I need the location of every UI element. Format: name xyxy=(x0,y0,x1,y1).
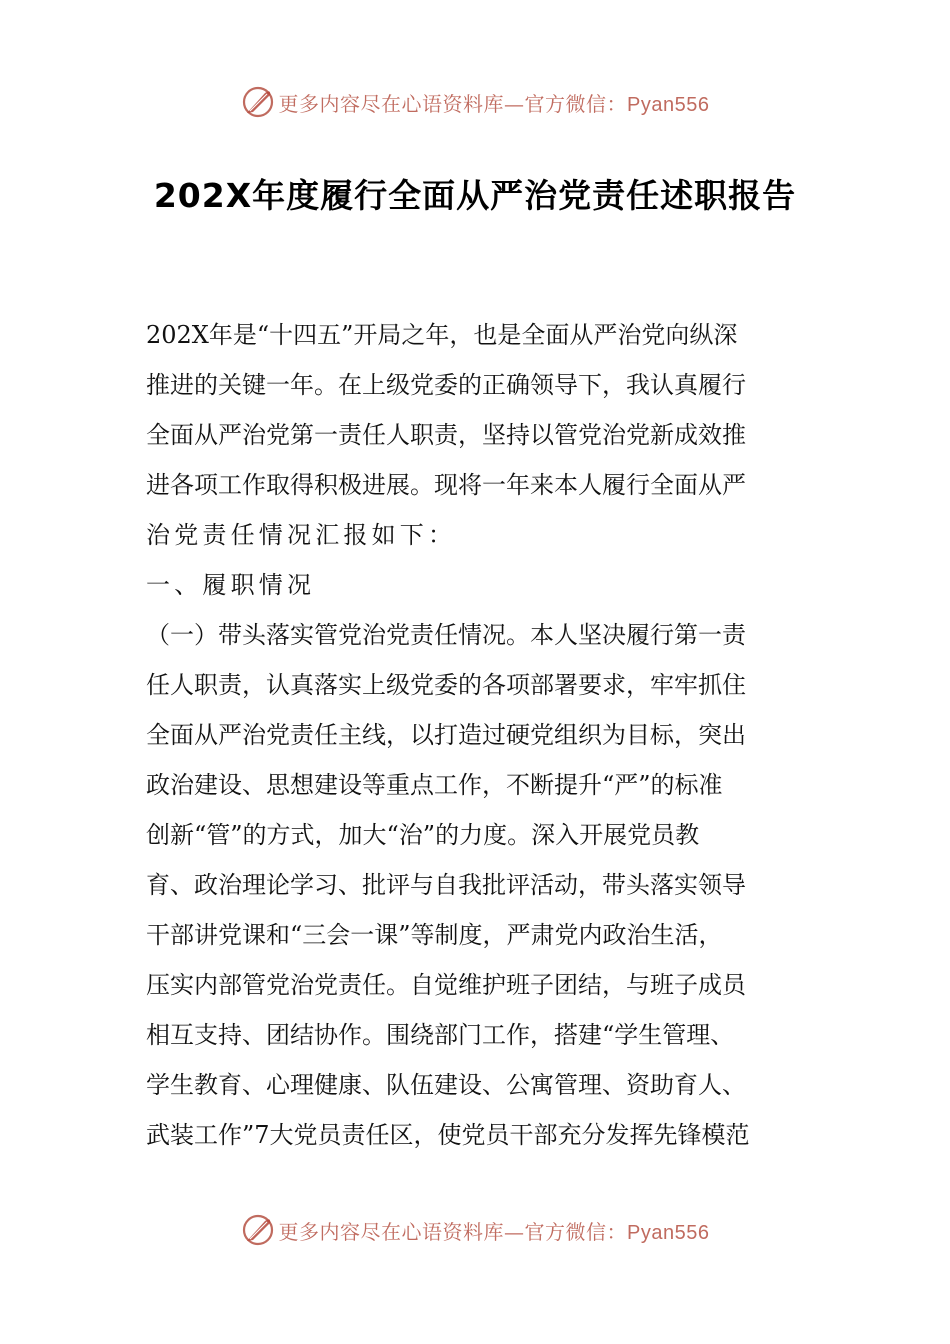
body-line: 育、政治理论学习、批评与自我批评活动，带头落实领导 xyxy=(146,871,746,899)
body-line: 学生教育、心理健康、队伍建设、公寓管理、资助育人、 xyxy=(146,1071,746,1099)
wechat-id: Pyan556 xyxy=(627,93,710,116)
body-line: 压实内部管党治党责任。自觉维护班子团结，与班子成员 xyxy=(146,971,746,999)
watermark-text: 更多内容尽在心语资料库—官方微信：Pyan556 xyxy=(278,91,710,116)
watermark-text: 更多内容尽在心语资料库—官方微信：Pyan556 xyxy=(278,1219,710,1244)
body-line: （一）带头落实管党治党责任情况。本人坚决履行第一责 xyxy=(146,621,746,649)
body-line: 全面从严治党第一责任人职责，坚持以管党治党新成效推 xyxy=(146,421,746,449)
body-line: 202X年是“十四五”开局之年，也是全面从严治党向纵深 xyxy=(146,321,738,349)
body-line: 任人职责，认真落实上级党委的各项部署要求，牢牢抓住 xyxy=(146,671,746,699)
body-line: 进各项工作取得积极进展。现将一年来本人履行全面从严 xyxy=(146,471,746,499)
body-line: 治党责任情况汇报如下： xyxy=(146,521,457,549)
body-line: 推进的关键一年。在上级党委的正确领导下，我认真履行 xyxy=(146,371,746,399)
watermark-header xyxy=(0,82,950,122)
document-body xyxy=(146,310,808,1160)
document-title: 202X年度履行全面从严治党责任述职报告 xyxy=(153,176,797,215)
body-line: 干部讲党课和“三会一课”等制度，严肃党内政治生活， xyxy=(146,921,723,949)
body-line: 武装工作”7大党员责任区，使党员干部充分发挥先锋模范 xyxy=(146,1121,750,1149)
quill-logo-icon xyxy=(241,1213,275,1247)
body-line: 创新“管”的方式，加大“治”的力度。深入开展党员教 xyxy=(146,821,700,849)
body-line: 政治建设、思想建设等重点工作，不断提升“严”的标准 xyxy=(146,771,723,799)
section-heading: 一、履职情况 xyxy=(146,571,316,599)
watermark-footer xyxy=(0,1210,950,1250)
body-line: 全面从严治党责任主线，以打造过硬党组织为目标，突出 xyxy=(146,721,746,749)
wechat-id: Pyan556 xyxy=(627,1221,710,1244)
body-line: 相互支持、团结协作。围绕部门工作，搭建“学生管理、 xyxy=(146,1021,735,1049)
quill-logo-icon xyxy=(241,85,275,119)
